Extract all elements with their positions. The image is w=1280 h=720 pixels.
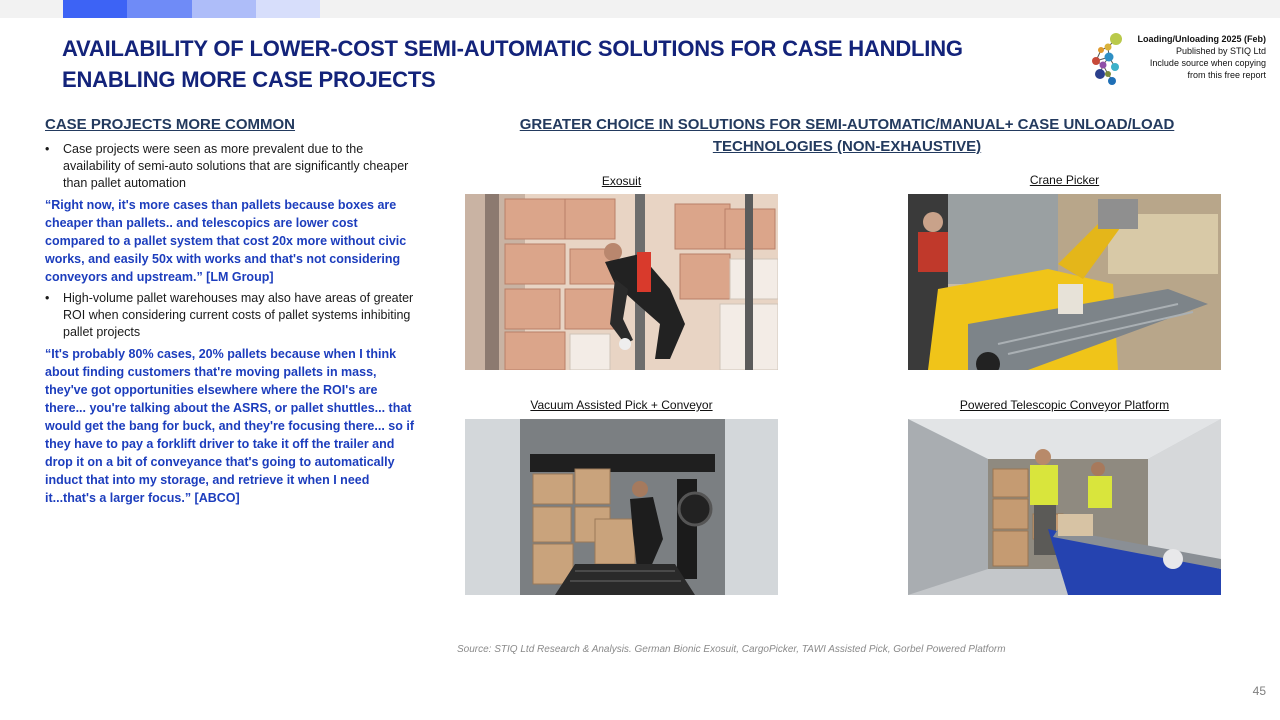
caption-powered-telescopic-platform: Powered Telescopic Conveyor Platform <box>959 398 1170 412</box>
page-title-line-2: ENABLING MORE CASE PROJECTS <box>62 67 436 92</box>
accent-segment-1 <box>63 0 127 18</box>
copy-notice-line-1: Include source when copying <box>1149 58 1266 68</box>
bullet-point-2: • High-volume pallet warehouses may also have areas of greater ROI when considering current costs of pallet systems inhibiting pallet projects <box>45 290 415 341</box>
vacuum-pick-photo <box>465 419 778 595</box>
right-heading-line-2: TECHNOLOGIES (NON-EXHAUSTIVE) <box>712 138 982 155</box>
copy-notice-line-2: from this free report <box>1187 70 1266 80</box>
caption-vacuum-assisted-pick: Vacuum Assisted Pick + Conveyor <box>530 398 713 412</box>
page-title-line-1: AVAILABILITY OF LOWER-COST SEMI-AUTOMATIC SOLUTIONS FOR CASE HANDLING <box>62 36 963 61</box>
crane-picker-photo <box>908 194 1221 370</box>
report-brand-block <box>1116 33 1266 81</box>
left-column <box>45 116 415 511</box>
right-heading-line-1: GREATER CHOICE IN SOLUTIONS FOR SEMI-AUTOMATIC/MANUAL+ CASE UNLOAD/LOAD <box>519 116 1175 133</box>
telescopic-platform-photo <box>908 419 1221 595</box>
page-title <box>62 33 1022 95</box>
right-heading <box>480 114 1214 158</box>
accent-segment-4 <box>256 0 320 18</box>
quote-lm-group: “Right now, it's more cases than pallets because boxes are cheaper than pallets.. and telescopics are lower cost compared to a pallet system that cost 20x more without civic works, and easily 50x with works and that's not considering conveyors and upstream.” [LM Group] <box>45 198 407 284</box>
bullet-point-1: • Case projects were seen as more prevalent due to the availability of semi-auto solutions that are significantly cheaper than pallet automation <box>45 141 415 192</box>
left-heading: CASE PROJECTS MORE COMMON <box>45 116 296 133</box>
accent-segment-3 <box>192 0 256 18</box>
accent-segment-2 <box>127 0 192 18</box>
caption-exosuit: Exosuit <box>601 174 642 188</box>
publisher-text: Published by STIQ Ltd <box>1175 46 1266 56</box>
top-accent-bar <box>0 0 1280 18</box>
page-number: 45 <box>1252 684 1266 698</box>
quote-abco: “It's probably 80% cases, 20% pallets because when I think about finding customers that're moving pallets in mass, they've got opportunities elsewhere where the ROI's are there... you're talking about the ASRS, or pallet shuttles... that would get the bang for buck, and they're focusing there... so if they have to pay a forklift driver to take it off the trailer and drop it on a bit of conveyance that's going to automatically induct that into my storage, and retrieve it when I need it...that's a larger focus.” [ABCO] <box>45 347 414 505</box>
caption-crane-picker: Crane Picker <box>1029 173 1100 187</box>
source-note: Source: STIQ Ltd Research & Analysis. German Bionic Exosuit, CargoPicker, TAWI Assisted Pick, Gorbel Powered Platform <box>457 644 1006 655</box>
report-name: Loading/Unloading 2025 (Feb) <box>1137 34 1266 44</box>
exosuit-photo <box>465 194 778 370</box>
